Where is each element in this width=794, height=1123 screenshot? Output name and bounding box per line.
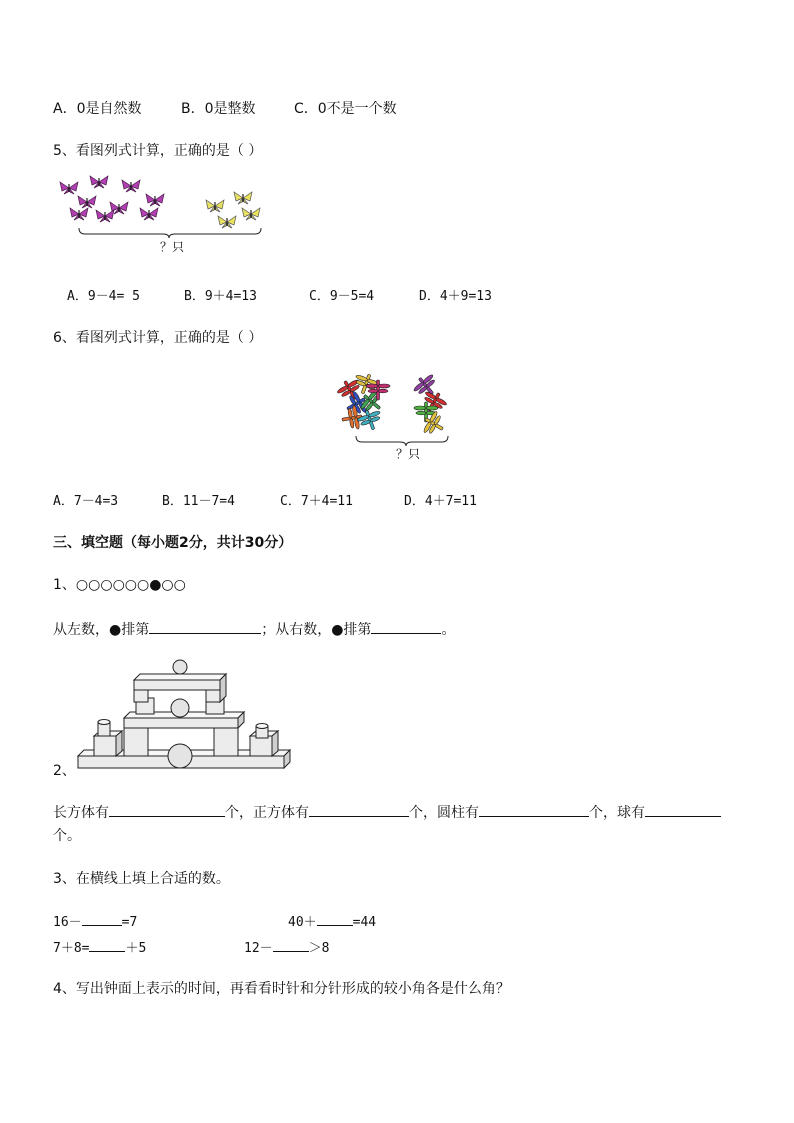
fill1-separator: ；从右数，●排第 [261,622,372,638]
q4-options [53,100,397,118]
fill1-circles: ○○○○○○●○○ [75,577,186,593]
fill3-expr-4 [244,937,329,958]
fill3-expr-1-left: 16－ [53,915,82,930]
fill3-expr-3 [53,937,146,958]
q5-options [67,288,492,306]
q4-option-b[interactable]: B．0是整数 [181,101,256,117]
fill1-number: 1、 [53,577,76,593]
fill2-cylinder-blank[interactable] [479,802,589,817]
fill3-expr-1 [53,911,137,932]
fill1-end: 。 [441,622,456,638]
q6-caption: ？只 [396,447,421,461]
fill3-blank-4[interactable] [273,937,309,952]
fill2-cuboid-label: 长方体有 [53,805,109,821]
q6-option-d[interactable]: D．4＋7=11 [404,494,477,509]
fill3-prompt: 3、在横线上填上合适的数。 [53,871,230,887]
q4-option-c[interactable]: C．0不是一个数 [294,101,397,117]
fill2-cube-blank[interactable] [309,802,409,817]
q5-option-b[interactable]: B．9＋4=13 [184,289,257,304]
fill1-left-blank[interactable] [149,619,261,634]
fill2-cuboid-blank[interactable] [109,802,225,817]
fill3-expr-4-right: ＞8 [308,941,330,956]
section-3-title: 三、填空题（每小题2分，共计30分） [53,535,293,551]
q5-caption: ？只 [160,240,185,254]
fill2-cylinder-label: 个，圆柱有 [409,805,479,821]
q6-option-c[interactable]: C．7＋4=11 [280,494,353,509]
fill3-expr-4-left: 12－ [244,941,273,956]
fill3-blank-1[interactable] [82,911,122,926]
fill1-question-line [53,619,455,639]
fill2-number: 2、 [53,763,76,779]
fill2-end: 个。 [53,828,81,844]
fill3-expr-2 [288,911,376,932]
q6-prompt: 6、看图列式计算，正确的是（ ） [53,330,263,346]
fill3-blank-2[interactable] [317,911,353,926]
fill3-expr-1-right: =7 [121,915,138,930]
dragonfly-picture [338,372,458,452]
fill3-blank-3[interactable] [89,937,125,952]
dragonfly-icon-group-right [410,371,449,440]
fill2-sphere-label: 个，球有 [589,805,645,821]
q5-option-d[interactable]: D．4＋9=13 [419,289,492,304]
fill1-circles-line [53,576,186,594]
fill3-expr-3-left: 7＋8= [53,941,90,956]
q5-option-c[interactable]: C．9－5=4 [309,289,375,304]
q6-option-b[interactable]: B．11－7=4 [162,494,235,509]
fill2-cube-label: 个，正方体有 [225,805,309,821]
butterfly-icon-group-right [206,192,260,228]
blocks-picture [74,656,294,772]
fill3-expr-2-left: 40＋ [288,915,317,930]
fill3-expr-2-right: =44 [352,915,377,930]
fill1-right-blank[interactable] [371,619,441,634]
fill1-left-text: 从左数，●排第 [53,622,150,638]
fill4-prompt: 4、写出钟面上表示的时间，再看看时针和分针形成的较小角各是什么角？ [53,981,510,997]
q6-option-a[interactable]: A．7－4=3 [53,494,119,509]
fill3-expr-3-right: ＋5 [125,941,147,956]
q5-option-a[interactable]: A．9－4= 5 [67,289,140,304]
butterfly-icon-group-left [60,176,164,222]
q5-prompt: 5、看图列式计算，正确的是（ ） [53,143,263,159]
q4-option-a[interactable]: A．0是自然数 [53,101,142,117]
fill2-sphere-blank[interactable] [645,802,721,817]
q6-options [53,493,477,511]
fill2-question-line [53,802,721,822]
dragonfly-icon-group-left [335,370,390,433]
